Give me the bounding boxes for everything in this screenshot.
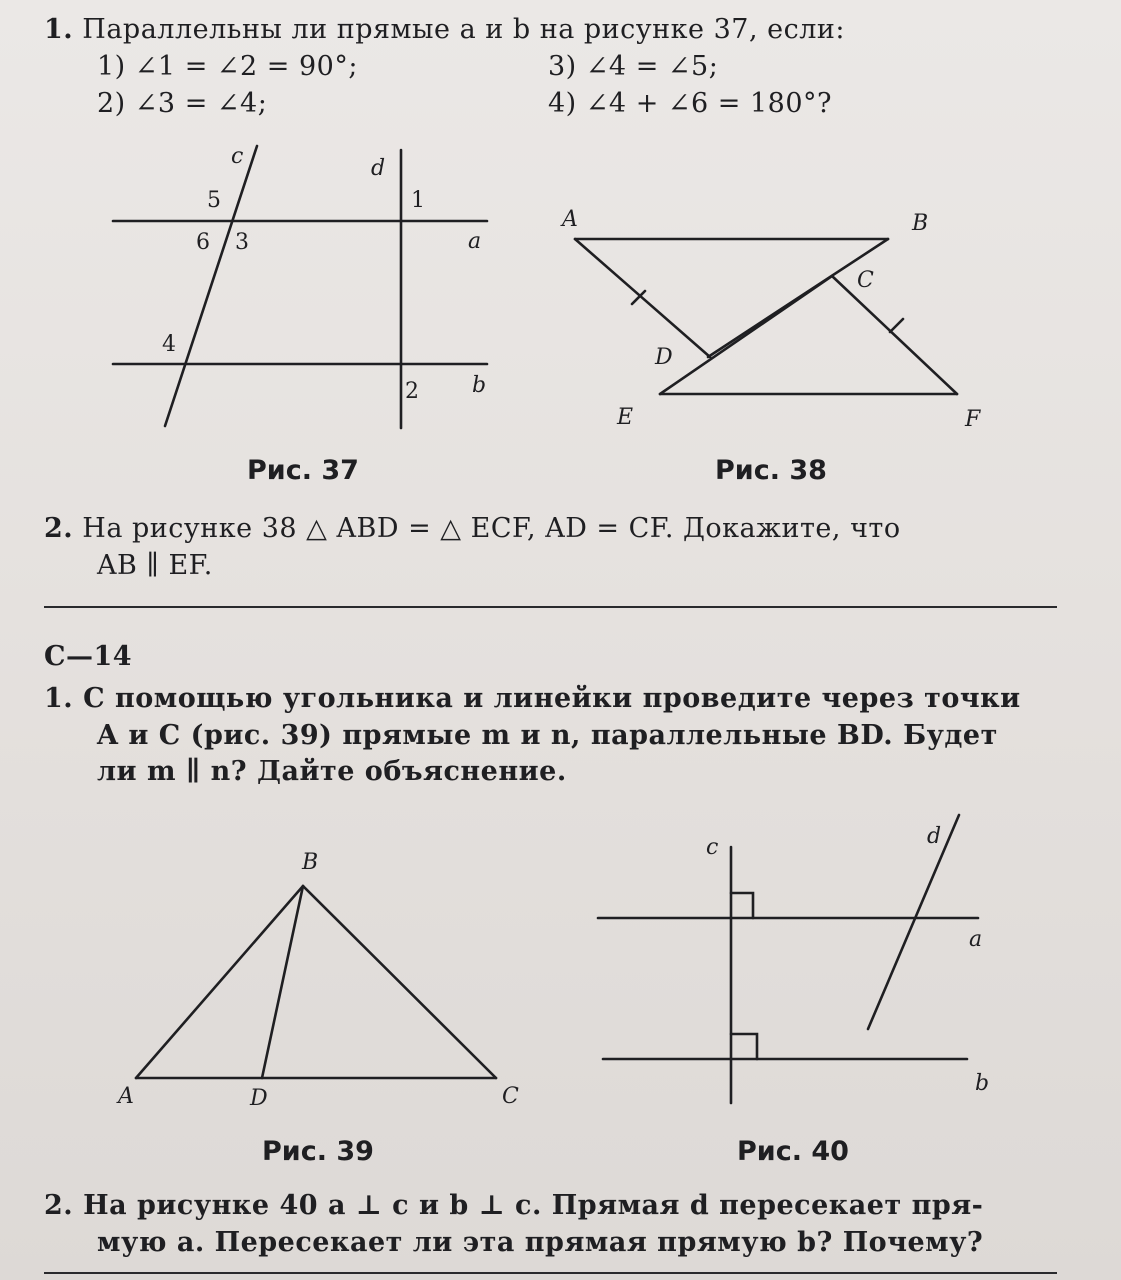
c14-task-1-line-3: ли m ∥ n? Дайте объяснение. — [97, 756, 567, 787]
fig37-angle-2: 2 — [405, 379, 419, 404]
fig38-label-D: D — [655, 345, 673, 370]
c14-task-2-line-1 — [44, 1190, 983, 1221]
fig38-label-A: A — [562, 207, 578, 232]
figure-38-caption: Рис. 38 — [715, 455, 827, 486]
option-id: 3) — [548, 51, 577, 82]
fig39-label-B: B — [302, 850, 319, 875]
fig40-label-b: b — [975, 1071, 990, 1096]
figure-40-lines — [598, 815, 978, 1103]
task-number: 1. — [44, 683, 74, 714]
task-number: 2. — [44, 513, 74, 544]
c14-task-1-line-1 — [44, 683, 1021, 714]
segment-CF — [832, 276, 957, 394]
fig37-label-d: d — [371, 156, 386, 181]
c14-task-1-line-2: A и C (рис. 39) прямые m и n, параллельные BD. Будет — [97, 720, 998, 751]
task-text: Параллельны ли прямые a и b на рисунке 37, если: — [82, 14, 845, 45]
fig38-label-B: B — [912, 211, 929, 236]
section-divider — [44, 606, 1057, 608]
fig38-label-E: E — [617, 405, 634, 430]
segment-BD — [262, 886, 303, 1078]
segment-AB — [136, 886, 303, 1078]
figure-39-lines — [136, 886, 496, 1078]
fig38-label-C: C — [857, 268, 874, 293]
option-text: ∠4 + ∠6 = 180°? — [585, 88, 833, 119]
fig40-label-d: d — [927, 824, 942, 849]
task-text: На рисунке 40 a ⊥ c и b ⊥ c. Прямая d пересекает пря- — [83, 1190, 984, 1221]
fig37-angle-1: 1 — [411, 188, 425, 213]
fig39-label-D: D — [250, 1086, 268, 1111]
figure-40-caption: Рис. 40 — [737, 1136, 849, 1167]
option-id: 1) — [97, 51, 126, 82]
fig37-label-b: b — [472, 373, 487, 398]
option-id: 4) — [548, 88, 577, 119]
c14-task-2-line-2: мую a. Пересекает ли эта прямая прямую b? Почему? — [97, 1227, 984, 1258]
segment-AD — [575, 239, 710, 357]
fig40-label-a: a — [969, 927, 983, 952]
fig37-label-a: a — [468, 229, 482, 254]
line-d — [868, 815, 959, 1029]
option-text: ∠3 = ∠4; — [134, 88, 268, 119]
fig37-angle-3: 3 — [235, 230, 249, 255]
task-number: 1. — [44, 14, 74, 45]
fig40-label-c: c — [706, 835, 719, 860]
fig37-label-c: c — [231, 144, 244, 169]
section-title: С—14 — [44, 641, 133, 672]
right-angle-mark-b — [731, 1034, 757, 1059]
fig38-label-F: F — [965, 407, 981, 432]
option-text: ∠1 = ∠2 = 90°; — [134, 51, 358, 82]
fig37-angle-4: 4 — [162, 332, 176, 357]
figure-37-caption: Рис. 37 — [247, 455, 359, 486]
segment-BC — [303, 886, 496, 1078]
figure-38-lines — [575, 239, 957, 394]
fig37-angle-6: 6 — [196, 230, 210, 255]
option-text: ∠4 = ∠5; — [585, 51, 719, 82]
figure-37-lines — [113, 146, 487, 428]
fig39-label-C: C — [502, 1084, 519, 1109]
option-id: 2) — [97, 88, 126, 119]
tick-mark-CF — [890, 319, 903, 332]
bottom-divider — [44, 1272, 1057, 1274]
task-2-question-line-2: AB ∥ EF. — [97, 550, 213, 581]
right-angle-mark-a — [731, 893, 753, 918]
figure-39-caption: Рис. 39 — [262, 1136, 374, 1167]
fig39-label-A: A — [118, 1084, 134, 1109]
task-number: 2. — [44, 1190, 74, 1221]
task-text: На рисунке 38 △ ABD = △ ECF, AD = CF. Докажите, что — [82, 513, 901, 544]
fig37-angle-5: 5 — [207, 188, 221, 213]
task-2-question-line-1 — [44, 513, 901, 544]
task-text: С помощью угольника и линейки проведите через точки — [83, 683, 1021, 714]
